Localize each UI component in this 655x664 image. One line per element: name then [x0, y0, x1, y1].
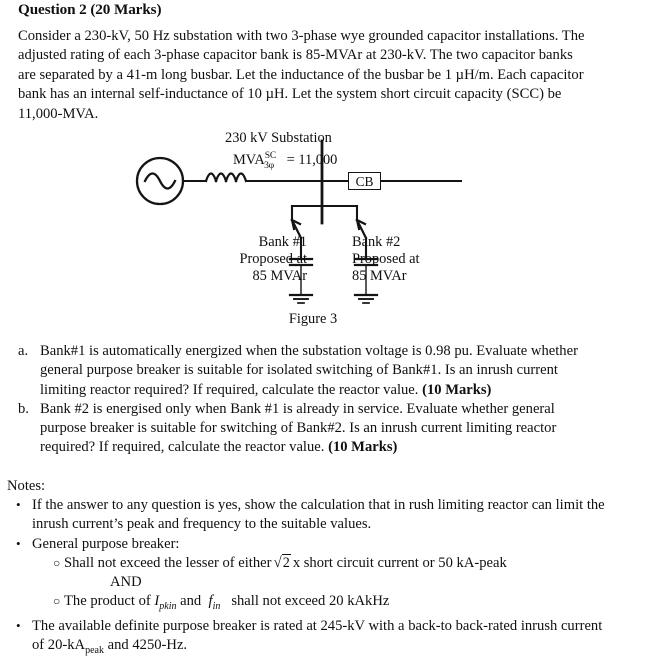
- bank1-line3: 85 MVAr: [252, 268, 307, 284]
- intro-paragraph: Consider a 230-kV, 50 Hz substation with two 3-phase wye grounded capacitor installations. The adjusted rating of each 3-phase capacitor bank is 85-MVAr at 230-kV. The two capacitor banks are separated by a 41-m long busbar. Let the inductance of the busbar be 1 µH/m. Each capacitor bank has an internal self-inductance of 10 µH. Let the system short circuit capacity (SCC) be 11,000-MVA.: [18, 28, 585, 122]
- figure-caption: Figure 3: [288, 311, 338, 327]
- sub-note-text-1a: Shall not exceed the lesser of either: [64, 554, 272, 571]
- note-text-3-subscript: peak: [85, 644, 104, 656]
- and-word-2: and: [180, 593, 202, 610]
- figure-3: [0, 128, 655, 333]
- ground-icon-bank1: [290, 295, 312, 303]
- symbol-ipkin: [154, 593, 177, 613]
- note-text-1: If the answer to any question is yes, show the calculation that in rush limiting reactor can limit the inrush current’s peak and frequency to the suitable values.: [32, 497, 605, 533]
- mva-superscript: SC: [264, 150, 277, 161]
- square-root-expression: [273, 555, 290, 571]
- bank2-line2: Proposed at: [352, 251, 420, 267]
- sub-note-item-1: [53, 554, 593, 573]
- bank1-line1: Bank #1: [258, 234, 307, 250]
- and-connector: AND: [110, 574, 142, 591]
- sub-note-item-2: [53, 592, 593, 616]
- hollow-bullet-icon: ○: [53, 555, 61, 570]
- question-item-a: [18, 342, 598, 400]
- bullet-icon: •: [16, 617, 21, 633]
- bank2-line1: Bank #2: [352, 234, 401, 250]
- question-list: [18, 342, 598, 458]
- mva-prefix: MVA: [233, 151, 265, 168]
- sub-note-text-2b: shall not exceed 20 kAkHz: [231, 593, 390, 610]
- question-marker-a: a.: [18, 343, 29, 359]
- bullet-icon: •: [16, 535, 21, 551]
- symbol-f-subscript: in: [212, 601, 221, 613]
- note-item-2: [7, 535, 607, 554]
- question-marks-a-close: ): [486, 381, 492, 398]
- ground-icon-bank2: [355, 295, 377, 303]
- question-marker-b: b.: [18, 400, 29, 417]
- question-text-b: Bank #2 is energised only when Bank #1 is already in service. Evaluate whether general purpose breaker is suitable for switching of Bank#2. Is an inrush current limiting reactor required? If required, calculate the reactor value.: [40, 400, 557, 456]
- notes-list: [7, 496, 607, 660]
- note-text-3b: and 4250-Hz.: [104, 636, 188, 653]
- symbol-fin: [208, 593, 221, 613]
- note-text-3a: The available definite purpose breaker is rated at 245-kV with a back-to back-rated inrush current of 20-kA: [32, 617, 603, 653]
- hollow-bullet-icon: ○: [53, 594, 61, 609]
- bank1-line2: Proposed at: [239, 251, 307, 267]
- radical-value: 2: [282, 554, 290, 571]
- bank1-label-group: [222, 234, 307, 285]
- bullet-icon: •: [16, 497, 21, 512]
- note-item-3: [7, 617, 607, 661]
- radical-sign: √: [273, 554, 282, 571]
- question-marks-a-open: (: [422, 381, 427, 398]
- circuit-breaker-cb: [348, 172, 381, 190]
- note-text-2: General purpose breaker:: [32, 535, 180, 552]
- notes-heading: Notes:: [7, 478, 46, 494]
- sub-note-text-2a: The product of: [64, 593, 151, 610]
- symbol-i: I: [154, 593, 160, 610]
- question-marks-b: 10 Marks: [332, 439, 393, 456]
- mva-subscript: 3φ: [264, 159, 275, 171]
- substation-title-label: 230 kV Substation: [225, 130, 332, 146]
- inductor-coil-icon: [206, 174, 246, 182]
- bank2-line3: 85 MVAr: [352, 268, 407, 284]
- mva-value: = 11,000: [286, 151, 338, 168]
- sub-notes-list: [53, 554, 593, 617]
- question-item-b: [18, 400, 598, 458]
- bank2-label-group: [352, 234, 452, 285]
- sub-note-text-1b: x short circuit current or 50 kA-peak: [292, 554, 507, 571]
- symbol-f: f: [208, 593, 213, 610]
- question-marks-b-open: (: [328, 439, 333, 456]
- symbol-i-subscript: pkin: [159, 601, 177, 613]
- question-marks-b-close: ): [392, 439, 398, 456]
- question-text-a: Bank#1 is automatically energized when the substation voltage is 0.98 pu. Evaluate whether general purpose breaker is suitable for isolated switching of Bank#1. Is an inrush current limiting reactor required? If required, calculate the reactor value.: [40, 343, 578, 398]
- mva-sc-label: [233, 147, 337, 174]
- note-item-1: [7, 496, 607, 535]
- question-marks-a: 10 Marks: [426, 381, 487, 398]
- page-title: Question 2 (20 Marks): [18, 1, 162, 18]
- cb-label: CB: [355, 174, 374, 189]
